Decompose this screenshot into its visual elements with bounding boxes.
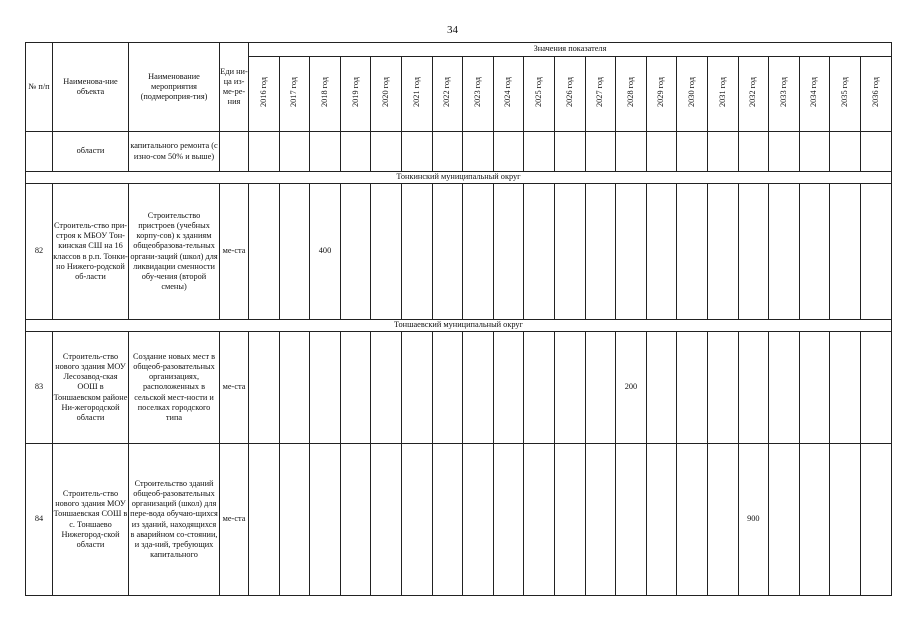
section-label: Тонкинский муниципальный округ [26, 172, 892, 184]
value-cell [249, 184, 280, 320]
value-cell [646, 444, 677, 596]
value-cell [279, 332, 310, 444]
value-cell [830, 184, 861, 320]
value-cell [616, 444, 647, 596]
value-cell [860, 444, 891, 596]
value-cell [860, 184, 891, 320]
value-cell [769, 184, 800, 320]
section-row [26, 172, 892, 184]
value-cell [432, 444, 463, 596]
value-cell [830, 332, 861, 444]
value-cell [554, 132, 585, 172]
measure-name: Строительство пристроев (учебных корпу-сов) к зданиям общеобразова-тельных органи-заций (школ) для ликвидации сменности обу-чения (второй смены) [129, 184, 220, 320]
value-cell [799, 444, 830, 596]
value-cell [524, 132, 555, 172]
measure-name: Строительство зданий общеоб-разовательных организаций (школ) для пере-вода обучаю-щихся из зданий, находящихся в аварийном со-стоянии, и зда-ний, требующих капитального [129, 444, 220, 596]
table-row [26, 184, 892, 320]
header-num: № п/п [26, 43, 53, 132]
value-cell [860, 332, 891, 444]
value-cell [769, 132, 800, 172]
value-cell [493, 444, 524, 596]
table-row [26, 444, 892, 596]
value-cell [249, 444, 280, 596]
value-cell [371, 332, 402, 444]
value-cell [493, 184, 524, 320]
measure-name: Создание новых мест в общеоб-разовательных организациях, расположенных в сельской мест-ности и поселках городского типа [129, 332, 220, 444]
value-cell [371, 444, 402, 596]
object-name: Строитель-ство нового здания МОУ Лесозавод-ская ООШ в Тоншаевском районе Ни-жегородской области [53, 332, 129, 444]
value-cell: 200 [616, 332, 647, 444]
header-values: Значения показателя [249, 43, 892, 57]
value-cell [554, 444, 585, 596]
year-header: 2019 год [340, 57, 371, 132]
year-header: 2033 год [769, 57, 800, 132]
value-cell [249, 332, 280, 444]
year-header: 2031 год [707, 57, 738, 132]
value-cell [463, 444, 494, 596]
value-cell [769, 444, 800, 596]
value-cell [432, 332, 463, 444]
header-unit: Еди ни-ца из-ме-ре-ния [220, 43, 249, 132]
indicator-table [25, 42, 892, 596]
value-cell [646, 184, 677, 320]
year-header: 2032 год [738, 57, 769, 132]
value-cell [585, 332, 616, 444]
row-num: 82 [26, 184, 53, 320]
value-cell [279, 444, 310, 596]
value-cell [585, 444, 616, 596]
value-cell [799, 184, 830, 320]
value-cell [463, 332, 494, 444]
value-cell [402, 332, 433, 444]
value-cell [554, 184, 585, 320]
value-cell [402, 184, 433, 320]
value-cell [371, 132, 402, 172]
year-header: 2028 год [616, 57, 647, 132]
value-cell [524, 444, 555, 596]
value-cell [279, 132, 310, 172]
value-cell [707, 184, 738, 320]
value-cell [707, 332, 738, 444]
year-header: 2023 год [463, 57, 494, 132]
unit-cell: ме-ста [220, 332, 249, 444]
value-cell [493, 132, 524, 172]
year-header: 2027 год [585, 57, 616, 132]
object-name: области [53, 132, 129, 172]
table-row [26, 332, 892, 444]
year-header: 2034 год [799, 57, 830, 132]
table-row [26, 132, 892, 172]
value-cell [830, 132, 861, 172]
value-cell [340, 132, 371, 172]
value-cell [340, 444, 371, 596]
value-cell [432, 132, 463, 172]
row-num: 83 [26, 332, 53, 444]
value-cell [738, 132, 769, 172]
value-cell [402, 132, 433, 172]
year-header: 2017 год [279, 57, 310, 132]
value-cell [249, 132, 280, 172]
value-cell [463, 184, 494, 320]
value-cell [340, 332, 371, 444]
section-row [26, 320, 892, 332]
value-cell [830, 444, 861, 596]
value-cell [738, 332, 769, 444]
value-cell [860, 132, 891, 172]
year-header: 2036 год [860, 57, 891, 132]
value-cell [585, 184, 616, 320]
object-name: Строитель-ство при-строя к МБОУ Тон-кинская СШ на 16 классов в р.п. Тонки-но Нижего-родской об-ласти [53, 184, 129, 320]
value-cell [707, 444, 738, 596]
value-cell [310, 132, 341, 172]
value-cell [554, 332, 585, 444]
unit-cell: ме-ста [220, 444, 249, 596]
value-cell [677, 332, 708, 444]
value-cell [493, 332, 524, 444]
year-header: 2016 год [249, 57, 280, 132]
value-cell: 900 [738, 444, 769, 596]
value-cell [340, 184, 371, 320]
unit-cell: ме-ста [220, 184, 249, 320]
value-cell [616, 184, 647, 320]
row-num [26, 132, 53, 172]
value-cell [524, 332, 555, 444]
object-name: Строитель-ство нового здания МОУ Тоншаевская СОШ в с. Тоншаево Нижегород-ской области [53, 444, 129, 596]
row-num: 84 [26, 444, 53, 596]
value-cell [677, 184, 708, 320]
measure-name: капитального ремонта (с изно-сом 50% и выше) [129, 132, 220, 172]
value-cell [279, 184, 310, 320]
value-cell [524, 184, 555, 320]
value-cell [677, 132, 708, 172]
value-cell [799, 132, 830, 172]
value-cell [677, 444, 708, 596]
year-header: 2029 год [646, 57, 677, 132]
value-cell [585, 132, 616, 172]
value-cell [799, 332, 830, 444]
year-header: 2030 год [677, 57, 708, 132]
year-header: 2035 год [830, 57, 861, 132]
value-cell [402, 444, 433, 596]
value-cell [646, 332, 677, 444]
section-label: Тоншаевский муниципальный округ [26, 320, 892, 332]
year-header: 2024 год [493, 57, 524, 132]
header-measure: Наименование мероприятия (подмероприя-тия) [129, 43, 220, 132]
year-header: 2026 год [554, 57, 585, 132]
value-cell [310, 444, 341, 596]
value-cell [707, 132, 738, 172]
value-cell [310, 332, 341, 444]
header-object: Наименова-ние объекта [53, 43, 129, 132]
value-cell [646, 132, 677, 172]
year-header: 2020 год [371, 57, 402, 132]
value-cell [738, 184, 769, 320]
page-number: 34 [447, 24, 458, 36]
unit-cell [220, 132, 249, 172]
year-header: 2018 год [310, 57, 341, 132]
year-header: 2025 год [524, 57, 555, 132]
year-header: 2022 год [432, 57, 463, 132]
value-cell [432, 184, 463, 320]
value-cell [769, 332, 800, 444]
year-header: 2021 год [402, 57, 433, 132]
value-cell [371, 184, 402, 320]
value-cell [463, 132, 494, 172]
value-cell [616, 132, 647, 172]
value-cell: 400 [310, 184, 341, 320]
